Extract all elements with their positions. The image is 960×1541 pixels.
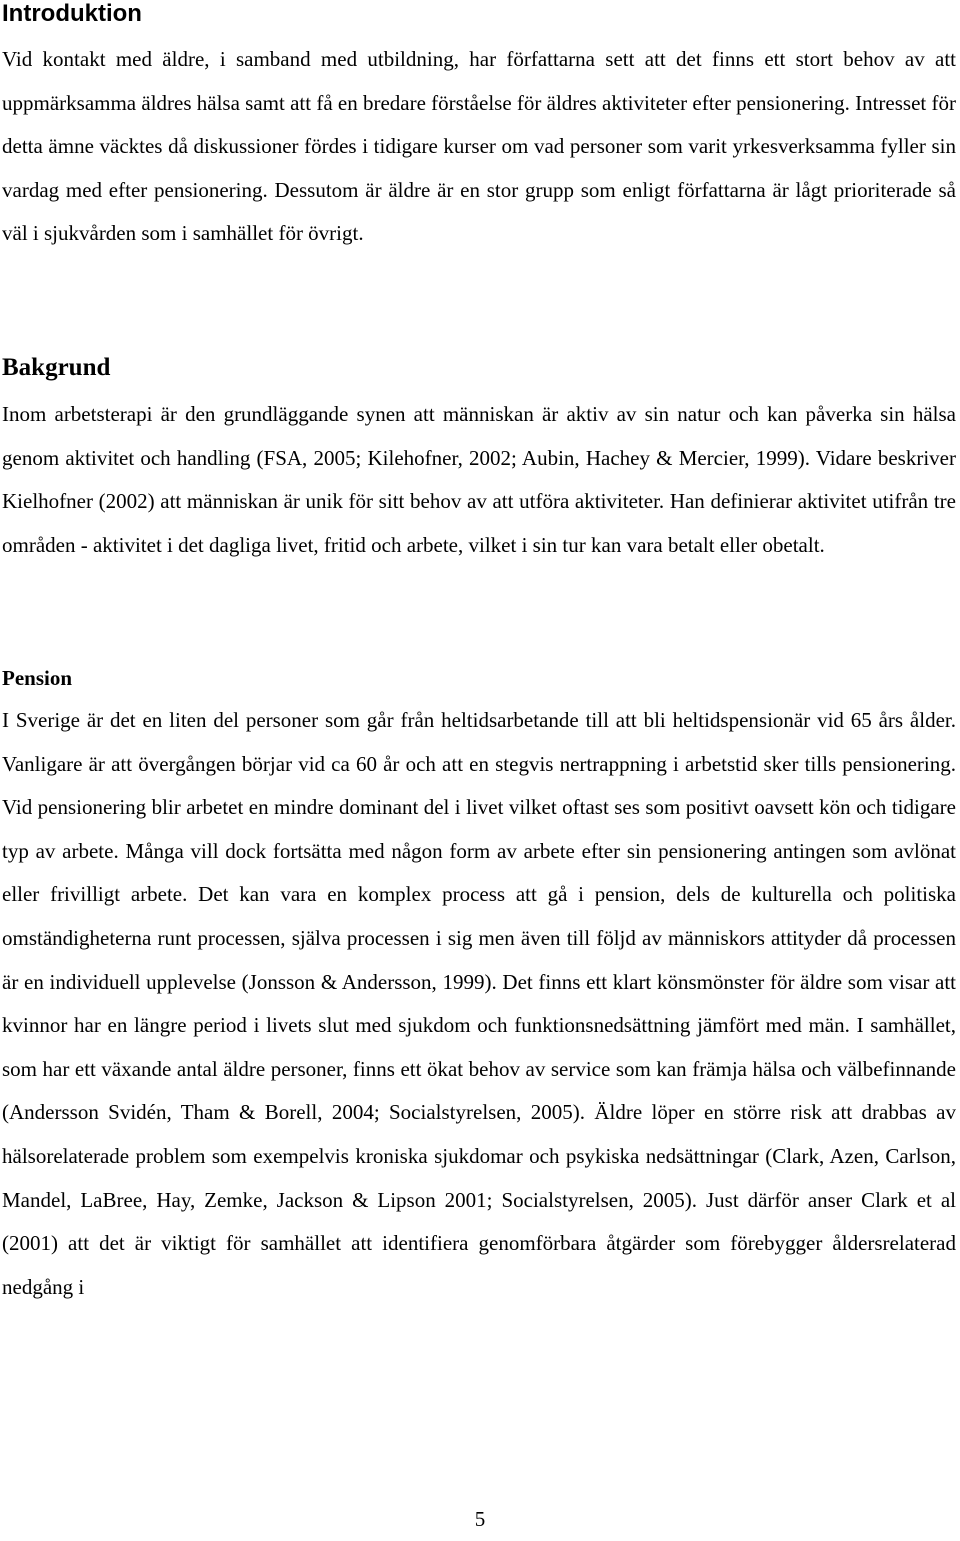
page-number: 5	[474, 1507, 486, 1531]
paragraph-bakgrund: Inom arbetsterapi är den grundläggande synen att människan är aktiv av sin natur och kan påverka sin hälsa genom aktivitet och handling (FSA, 2005; Kilehofner, 2002; Aubin, Hachey & Mercier, 1999). Vidare beskriver Kielhofner (2002) att människan är unik för sitt behov av att utföra aktiviteter. Han definierar aktivitet utifrån tre områden - aktivitet i det dagliga livet, fritid och arbete, vilket i sin tur kan vara betalt eller obetalt.	[2, 402, 956, 557]
paragraph-introduktion: Vid kontakt med äldre, i samband med utbildning, har författarna sett att det finns ett stort behov av att uppmärksamma äldres hälsa samt att få en bredare förståelse för äldres aktiviteter efter pensionering. Intresset för detta ämne väcktes då diskussioner fördes i tidigare kurser om vad personer som varit yrkesverksamma fyller sin vardag med efter pensionering. Dessutom är äldre är en stor grupp som enligt författarna är lågt prioriterade så väl i sjukvården som i samhället för övrigt.	[2, 47, 956, 246]
heading-pension: Pension	[2, 666, 73, 690]
heading-bakgrund: Bakgrund	[2, 354, 111, 381]
heading-introduktion: Introduktion	[2, 0, 142, 27]
paragraph-pension: I Sverige är det en liten del personer som går från heltidsarbetande till att bli heltidspensionär vid 65 års ålder. Vanligare är att övergången börjar vid ca 60 år och att en stegvis nertrappning i arbetstid sker tills pensionering. Vid pensionering blir arbetet en mindre dominant del i livet vilket oftast ses som positivt oavsett kön och tidigare typ av arbete. Många vill dock fortsätta med någon form av arbete efter sin pensionering antingen som avlönat eller frivilligt arbete. Det kan vara en komplex process att gå i pension, dels de kulturella och politiska omständigheterna runt processen, själva processen i sig men även till följd av människors attityder då processen är en individuell upplevelse (Jonsson & Andersson, 1999). Det finns ett klart könsmönster för äldre som visar att kvinnor har en längre period i livets slut med sjukdom och funktionsnedsättning jämfört med män. I samhället, som har ett växande antal äldre personer, finns ett ökat behov av service som kan främja hälsa och välbefinnande (Andersson Svidén, Tham & Borell, 2004; Socialstyrelsen, 2005). Äldre löper en större risk att drabbas av hälsorelaterade problem som exempelvis kroniska sjukdomar och psykiska nedsättningar (Clark, Azen, Carlson, Mandel, LaBree, Hay, Zemke, Jackson & Lipson 2001; Socialstyrelsen, 2005). Just därför anser Clark et al (2001) att det är viktigt för samhället att identifiera genomförbara åtgärder som förebygger åldersrelaterad nedgång i	[2, 708, 956, 1299]
document-page	[2, 0, 956, 1299]
